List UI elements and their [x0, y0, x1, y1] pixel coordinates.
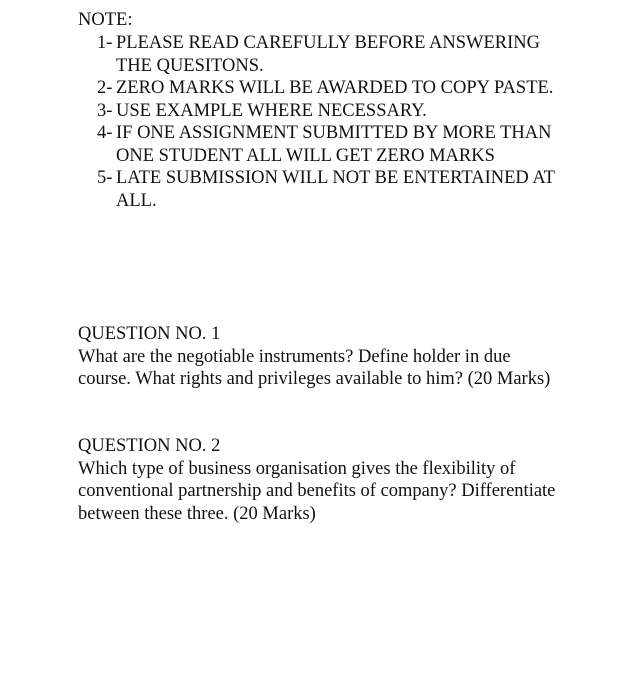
- note-heading: NOTE:: [78, 10, 133, 30]
- note-item-number: 1-: [97, 33, 113, 53]
- note-item-text: IF ONE ASSIGNMENT SUBMITTED BY MORE THAN ONE STUDENT ALL WILL GET ZERO MARKS: [116, 123, 552, 166]
- note-item-number: 3-: [97, 100, 113, 121]
- question-2-heading: QUESTION NO. 2: [78, 436, 221, 456]
- note-item: [97, 100, 567, 123]
- question-2: [78, 435, 558, 525]
- question-1-text: What are the negotiable instruments? Define holder in due course. What rights and privileges available to him? (20 Marks): [78, 346, 551, 389]
- note-item-text: LATE SUBMISSION WILL NOT BE ENTERTAINED AT ALL.: [116, 168, 555, 211]
- note-item: [97, 122, 567, 167]
- note-item-text: ZERO MARKS WILL BE AWARDED TO COPY PASTE.: [116, 78, 554, 98]
- note-item: [97, 32, 567, 77]
- question-2-text: Which type of business organisation gives the flexibility of conventional partnership and benefits of company? Differentiate between these three. (20 Marks): [78, 458, 556, 524]
- note-item-text: USE EXAMPLE WHERE NECESSARY.: [116, 100, 427, 121]
- note-list: [97, 32, 567, 212]
- question-1: [78, 323, 558, 391]
- question-1-heading: QUESTION NO. 1: [78, 324, 221, 344]
- note-item: [97, 77, 567, 100]
- note-item-number: 4-: [97, 123, 113, 143]
- note-item-text: PLEASE READ CAREFULLY BEFORE ANSWERING THE QUESITONS.: [116, 33, 541, 76]
- note-item: [97, 167, 567, 212]
- note-item-number: 5-: [97, 168, 113, 188]
- note-item-number: 2-: [97, 78, 113, 98]
